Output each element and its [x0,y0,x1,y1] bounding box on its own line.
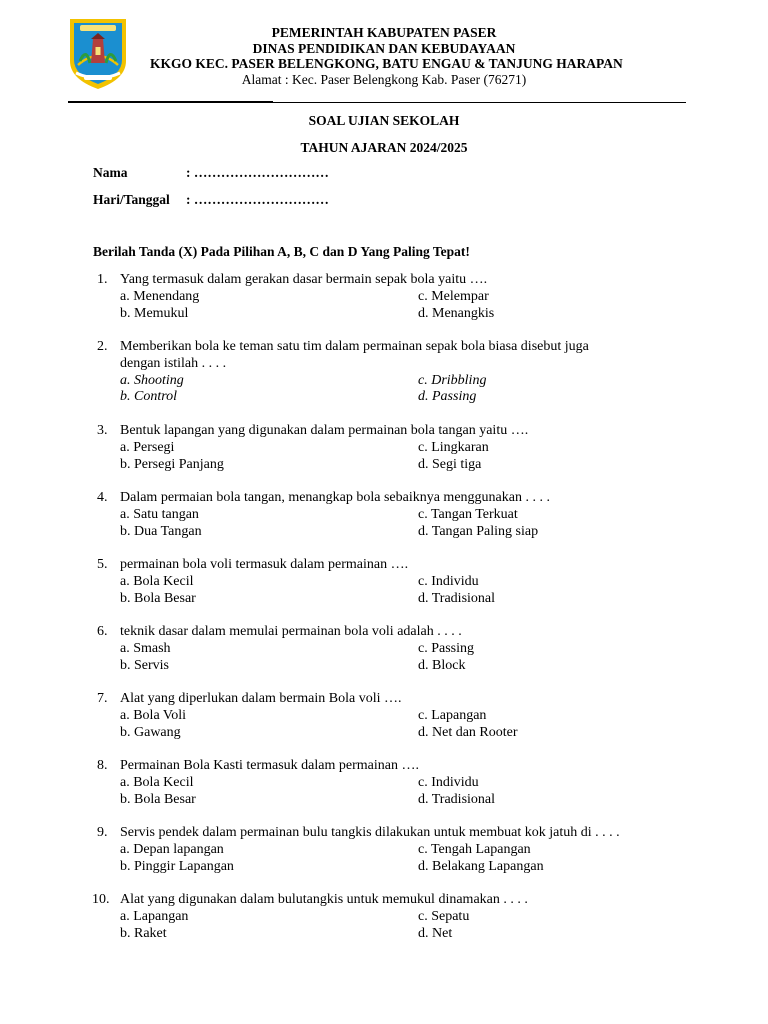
name-label: Nama [93,165,128,180]
option-c: c. Tangan Terkuat [418,506,518,522]
option-b: b. Dua Tangan [120,523,202,539]
option-b: b. Gawang [120,724,181,740]
question-5 [93,557,693,607]
option-a: a. Depan lapangan [120,841,224,857]
option-d: d. Tangan Paling siap [418,523,539,539]
option-d: d. Belakang Lapangan [418,858,544,874]
question-stem: Permainan Bola Kasti termasuk dalam permainan …. [120,758,419,773]
option-grid [120,289,693,323]
option-d: d. Menangkis [418,305,495,321]
letterhead-kkgo: KKGO KEC. PASER BELENGKONG, BATU ENGAU & TANJUNG HARAPAN [150,56,623,71]
option-a: a. Bola Voli [120,707,186,723]
question-number: 1. [97,272,108,287]
option-a: a. Smash [120,640,171,656]
letterhead-government: PEMERINTAH KABUPATEN PASER [271,25,497,40]
question-10 [93,892,693,942]
name-field [93,165,329,181]
option-grid [120,775,693,809]
question-4 [93,490,693,540]
option-grid [120,842,693,876]
letterhead-department: DINAS PENDIDIKAN DAN KEBUDAYAAN [252,40,516,56]
letterhead [150,25,623,88]
instruction: Berilah Tanda (X) Pada Pilihan A, B, C dan D Yang Paling Tepat! [93,244,470,259]
option-d: d. Block [418,657,466,673]
school-year: TAHUN AJARAN 2024/2025 [300,140,468,155]
option-a: a. Shooting [120,372,184,388]
option-grid [120,641,693,675]
option-b: b. Memukul [120,305,189,321]
option-grid [120,574,693,608]
question-stem-continued: dengan istilah . . . . [120,355,227,371]
option-grid [120,373,693,407]
option-a: a. Persegi [120,439,175,455]
question-stem: Alat yang digunakan dalam bulutangkis untuk memukul dinamakan . . . . [120,892,528,907]
option-b: b. Raket [120,925,167,941]
question-stem: Dalam permaian bola tangan, menangkap bola sebaiknya menggunakan . . . . [120,490,550,505]
question-9 [93,825,693,875]
date-field [93,192,329,208]
question-number: 5. [97,557,108,572]
option-grid [120,507,693,541]
option-grid [120,708,693,742]
question-stem: Bentuk lapangan yang digunakan dalam permainan bola tangan yaitu …. [120,423,529,438]
exam-title: SOAL UJIAN SEKOLAH [308,113,460,128]
question-1 [93,272,693,322]
option-b: b. Persegi Panjang [120,456,224,472]
option-d: d. Net dan Rooter [418,724,518,740]
question-number: 9. [97,825,108,840]
option-b: b. Servis [120,657,169,673]
question-number: 10. [92,892,110,907]
question-8 [93,758,693,808]
question-2 [93,339,693,406]
question-3 [93,423,693,473]
option-d: d. Passing [418,389,477,405]
option-c: c. Passing [418,640,474,656]
option-a: a. Menendang [120,288,200,304]
option-d: d. Segi tiga [418,456,482,472]
letterhead-address: Alamat : Kec. Paser Belengkong Kab. Paser (76271) [241,71,527,87]
option-a: a. Bola Kecil [120,573,194,589]
option-c: c. Tengah Lapangan [418,841,531,857]
question-stem: teknik dasar dalam memulai permainan bola voli adalah . . . . [120,624,462,639]
question-number: 3. [97,423,108,438]
header-divider-thick [68,101,273,103]
question-number: 6. [97,624,108,639]
option-b: b. Control [120,389,178,405]
question-7 [93,691,693,741]
kabupaten-paser-emblem-icon [66,17,130,91]
question-6 [93,624,693,674]
question-stem: Memberikan bola ke teman satu tim dalam permainan sepak bola biasa disebut juga [120,339,589,354]
option-c: c. Sepatu [418,908,470,924]
option-grid [120,909,693,943]
question-number: 7. [97,691,108,706]
option-b: b. Bola Besar [120,590,196,606]
option-c: c. Individu [418,774,479,790]
option-a: a. Bola Kecil [120,774,194,790]
option-c: c. Dribbling [418,372,487,388]
option-c: c. Lapangan [418,707,487,723]
question-stem: permainan bola voli termasuk dalam permainan …. [120,557,409,572]
option-a: a. Lapangan [120,908,189,924]
name-blank: : ………………………… [186,165,329,180]
question-stem: Servis pendek dalam permainan bulu tangkis dilakukan untuk membuat kok jatuh di . . . . [120,825,620,840]
option-d: d. Tradisional [418,590,496,606]
option-a: a. Satu tangan [120,506,199,522]
option-c: c. Individu [418,573,479,589]
option-d: d. Net [418,925,453,941]
date-blank: : ………………………… [186,192,329,207]
question-stem: Yang termasuk dalam gerakan dasar bermain sepak bola yaitu …. [120,272,488,287]
option-c: c. Melempar [418,288,489,304]
question-stem: Alat yang diperlukan dalam bermain Bola voli …. [120,691,402,706]
option-c: c. Lingkaran [418,439,489,455]
date-label: Hari/Tanggal [93,192,170,207]
option-b: b. Pinggir Lapangan [120,858,234,874]
question-number: 8. [97,758,108,773]
option-b: b. Bola Besar [120,791,196,807]
question-number: 2. [97,339,108,354]
option-d: d. Tradisional [418,791,496,807]
option-grid [120,440,693,474]
question-number: 4. [97,490,108,505]
